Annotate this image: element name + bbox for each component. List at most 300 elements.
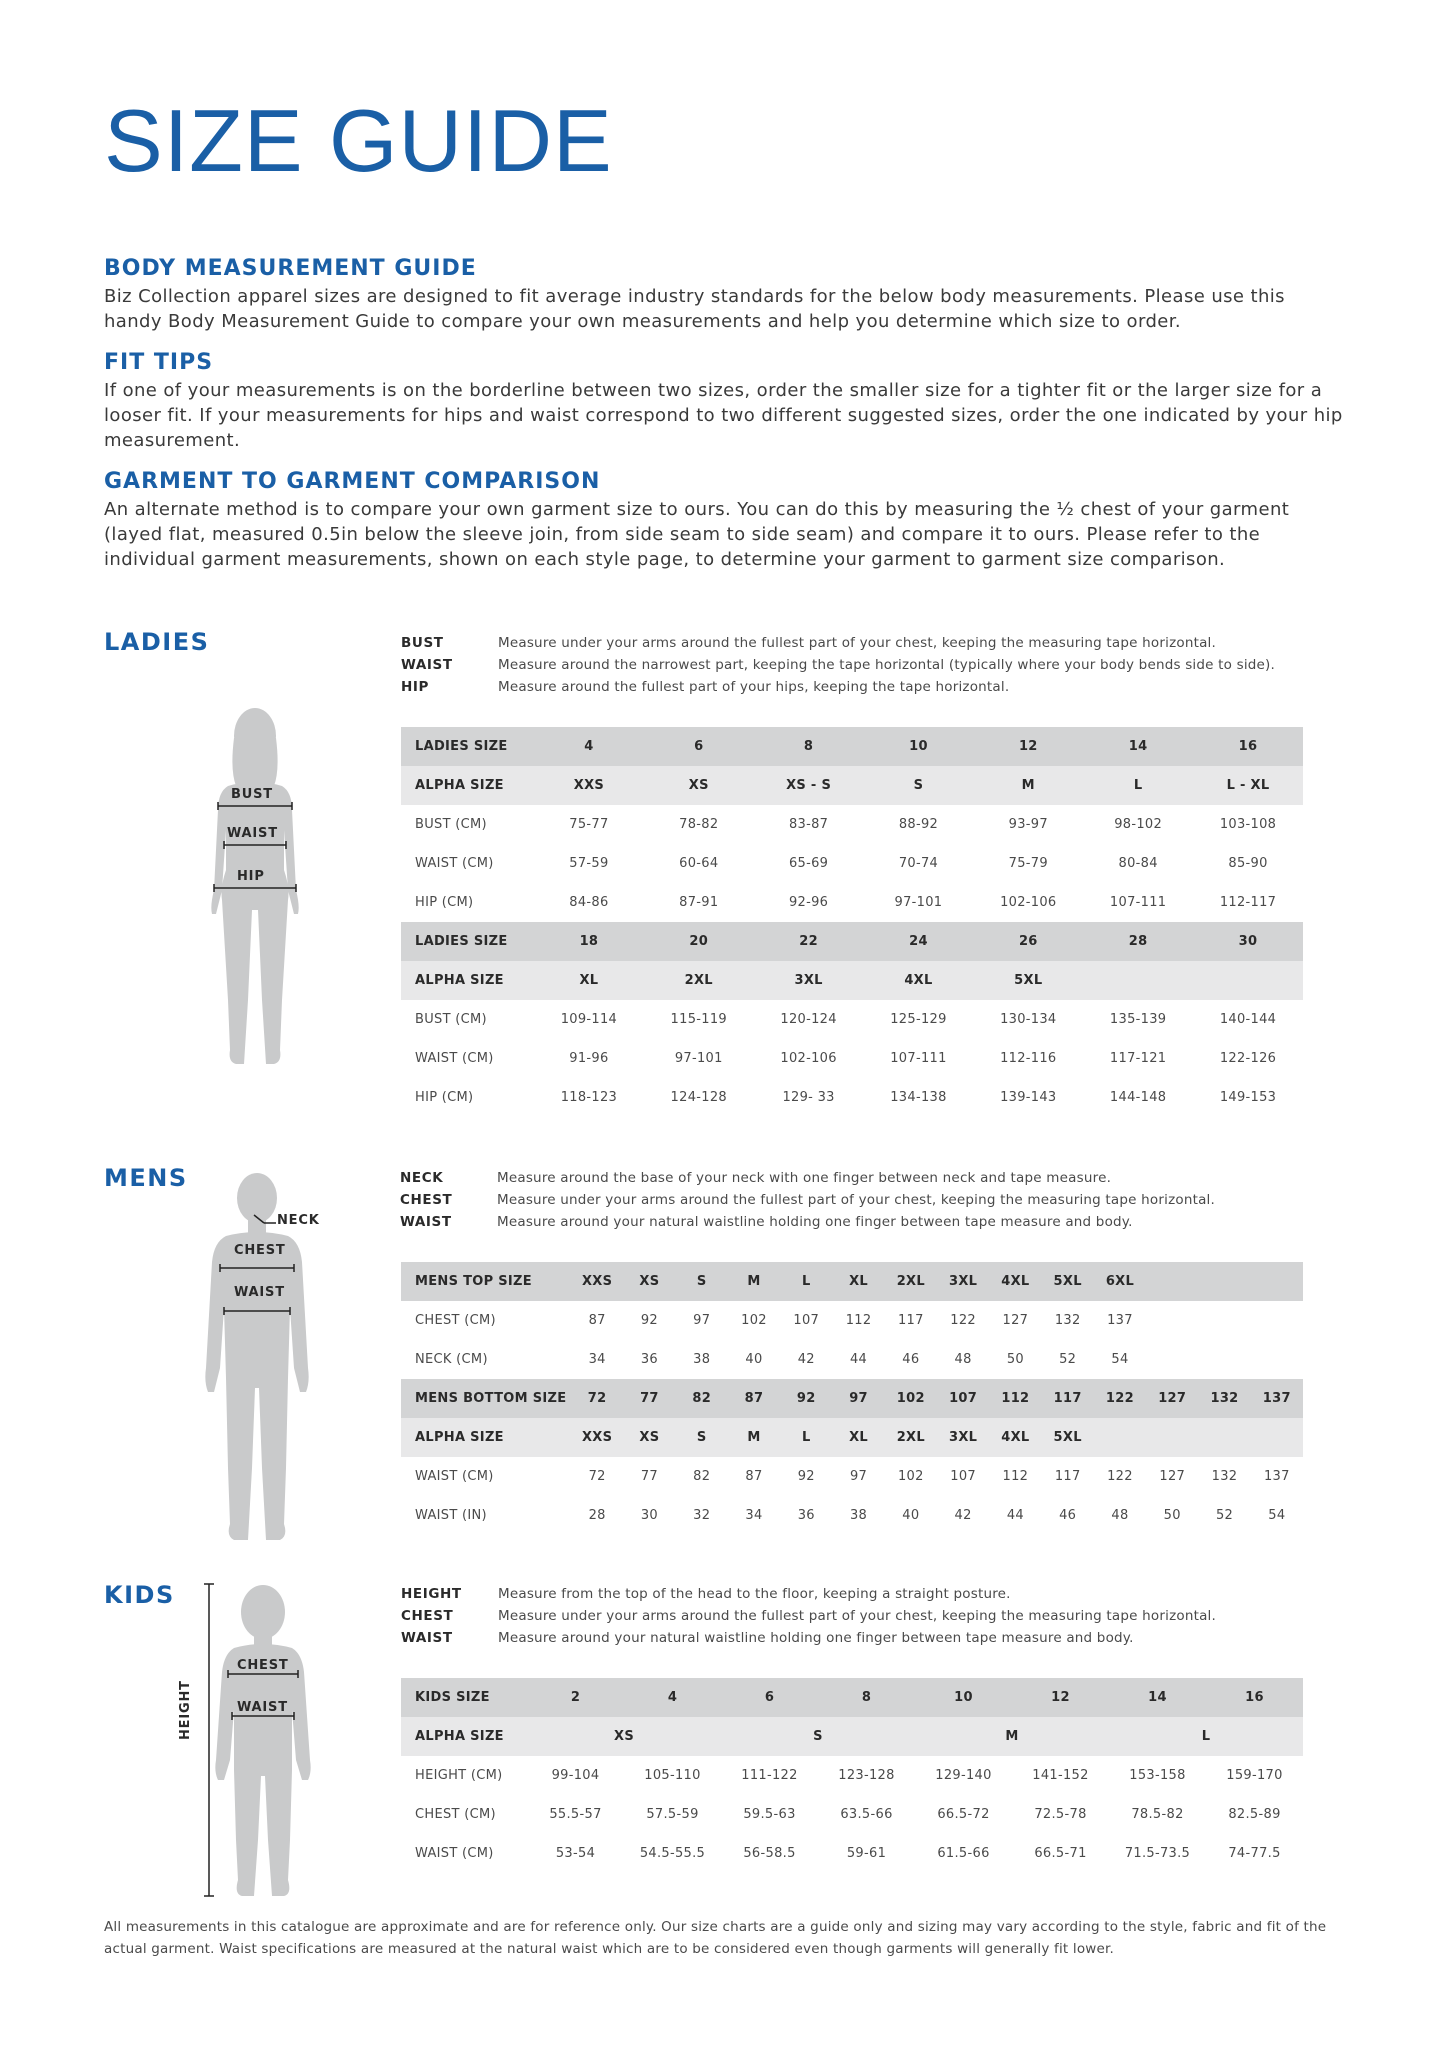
table-cell: 102-106 bbox=[973, 883, 1083, 922]
child-silhouette-icon bbox=[180, 1580, 320, 1900]
ladies-figure bbox=[200, 700, 310, 1068]
row-label: ALPHA SIZE bbox=[401, 1418, 571, 1457]
table-cell: 85-90 bbox=[1193, 844, 1303, 883]
row-label: ALPHA SIZE bbox=[401, 766, 534, 805]
table-cell: 78-82 bbox=[644, 805, 754, 844]
table-cell: 97-101 bbox=[644, 1039, 754, 1078]
definition-term: CHEST bbox=[401, 1608, 454, 1624]
table-cell: 16 bbox=[1193, 727, 1303, 766]
table-cell: 56-58.5 bbox=[721, 1834, 818, 1873]
table-cell bbox=[1251, 1340, 1303, 1379]
table-cell: XS bbox=[623, 1418, 675, 1457]
table-cell: 117 bbox=[1042, 1379, 1094, 1418]
table-cell: 24 bbox=[864, 922, 974, 961]
table-cell: 42 bbox=[937, 1496, 989, 1535]
table-cell: 52 bbox=[1042, 1340, 1094, 1379]
definition-term: NECK bbox=[400, 1170, 444, 1186]
table-cell: 46 bbox=[1042, 1496, 1094, 1535]
table-row bbox=[401, 1379, 1303, 1418]
table-cell: 55.5-57 bbox=[527, 1795, 624, 1834]
table-cell: 4XL bbox=[989, 1418, 1041, 1457]
table-cell: 122 bbox=[937, 1301, 989, 1340]
table-row bbox=[401, 1834, 1303, 1873]
table-row bbox=[401, 1000, 1303, 1039]
ladies-figure-label-waist: WAIST bbox=[227, 826, 278, 841]
table-cell: 109-114 bbox=[534, 1000, 644, 1039]
table-cell: 107 bbox=[937, 1457, 989, 1496]
table-cell bbox=[1094, 1418, 1146, 1457]
table-cell: 44 bbox=[989, 1496, 1041, 1535]
definition-row bbox=[401, 654, 1275, 676]
definition-desc: Measure under your arms around the fullest part of your chest, keeping the measuring tape horizontal. bbox=[497, 1192, 1215, 1208]
table-cell: 63.5-66 bbox=[818, 1795, 915, 1834]
table-row bbox=[401, 1717, 1303, 1756]
table-cell: 34 bbox=[571, 1340, 623, 1379]
table-cell: 112 bbox=[832, 1301, 884, 1340]
row-label: ALPHA SIZE bbox=[401, 961, 534, 1000]
table-cell: 124-128 bbox=[644, 1078, 754, 1117]
table-cell: 48 bbox=[1094, 1496, 1146, 1535]
table-cell: 5XL bbox=[973, 961, 1083, 1000]
table-cell: 137 bbox=[1251, 1457, 1303, 1496]
table-cell: 92-96 bbox=[754, 883, 864, 922]
definition-term: WAIST bbox=[401, 1630, 453, 1646]
table-cell: 118-123 bbox=[534, 1078, 644, 1117]
table-cell: 103-108 bbox=[1193, 805, 1303, 844]
table-cell: 129-140 bbox=[915, 1756, 1012, 1795]
table-cell: 2XL bbox=[644, 961, 754, 1000]
table-cell: 117-121 bbox=[1083, 1039, 1193, 1078]
table-row bbox=[401, 1340, 1303, 1379]
definition-term: WAIST bbox=[400, 1214, 452, 1230]
table-cell: 65-69 bbox=[754, 844, 864, 883]
table-cell: 87 bbox=[728, 1457, 780, 1496]
table-cell: M bbox=[728, 1418, 780, 1457]
row-label: LADIES SIZE bbox=[401, 922, 534, 961]
table-cell: 2XL bbox=[885, 1418, 937, 1457]
page-title: SIZE GUIDE bbox=[104, 91, 613, 190]
table-cell: 78.5-82 bbox=[1109, 1795, 1206, 1834]
table-cell: 159-170 bbox=[1206, 1756, 1303, 1795]
footnote: All measurements in this catalogue are approximate and are for reference only. Our size charts are a guide only and sizing may vary according to the style, fabric and fit of the actual garment. Waist specifications are measured at the natural waist which are to be considered even though garments will generally fit lower. bbox=[104, 1919, 1327, 1957]
table-cell: 93-97 bbox=[973, 805, 1083, 844]
table-cell: 77 bbox=[623, 1379, 675, 1418]
table-cell: 10 bbox=[915, 1678, 1012, 1717]
table-cell: 28 bbox=[1083, 922, 1193, 961]
table-cell: 6 bbox=[721, 1678, 818, 1717]
table-row bbox=[401, 1496, 1303, 1535]
table-cell: 59-61 bbox=[818, 1834, 915, 1873]
intro-heading-garment-comparison: GARMENT TO GARMENT COMPARISON bbox=[104, 469, 601, 494]
table-cell: 144-148 bbox=[1083, 1078, 1193, 1117]
table-row bbox=[401, 922, 1303, 961]
kids-figure-label-height: HEIGHT bbox=[178, 1680, 193, 1740]
table-cell bbox=[1198, 1418, 1250, 1457]
table-cell: 112-116 bbox=[973, 1039, 1083, 1078]
definition-row bbox=[401, 1627, 1216, 1649]
table-cell: XS - S bbox=[754, 766, 864, 805]
table-cell: 54.5-55.5 bbox=[624, 1834, 721, 1873]
table-cell: 4 bbox=[534, 727, 644, 766]
definition-desc: Measure around your natural waistline holding one finger between tape measure and body. bbox=[497, 1214, 1133, 1230]
table-cell: 77 bbox=[623, 1457, 675, 1496]
table-cell: 140-144 bbox=[1193, 1000, 1303, 1039]
table-cell: 88-92 bbox=[864, 805, 974, 844]
table-cell: M bbox=[973, 766, 1083, 805]
definition-desc: Measure under your arms around the fullest part of your chest, keeping the measuring tape horizontal. bbox=[498, 635, 1216, 651]
table-row bbox=[401, 1418, 1303, 1457]
table-cell: 72.5-78 bbox=[1012, 1795, 1109, 1834]
table-cell: 97 bbox=[832, 1457, 884, 1496]
table-cell: 107-111 bbox=[1083, 883, 1193, 922]
table-cell: 71.5-73.5 bbox=[1109, 1834, 1206, 1873]
table-cell: 66.5-72 bbox=[915, 1795, 1012, 1834]
table-cell: 87-91 bbox=[644, 883, 754, 922]
table-cell: 107-111 bbox=[864, 1039, 974, 1078]
table-cell: 97 bbox=[676, 1301, 728, 1340]
row-label: WAIST (CM) bbox=[401, 1457, 571, 1496]
table-cell bbox=[1198, 1301, 1250, 1340]
table-cell: XL bbox=[534, 961, 644, 1000]
table-cell: 112 bbox=[989, 1457, 1041, 1496]
table-cell: 149-153 bbox=[1193, 1078, 1303, 1117]
table-cell: 40 bbox=[728, 1340, 780, 1379]
table-cell: 127 bbox=[1146, 1457, 1198, 1496]
table-cell: 123-128 bbox=[818, 1756, 915, 1795]
table-cell: 10 bbox=[864, 727, 974, 766]
table-cell: 112-117 bbox=[1193, 883, 1303, 922]
table-cell bbox=[1251, 1301, 1303, 1340]
table-cell: XXS bbox=[571, 1262, 623, 1301]
table-cell: 129- 33 bbox=[754, 1078, 864, 1117]
table-cell: 8 bbox=[754, 727, 864, 766]
table-cell: L bbox=[780, 1418, 832, 1457]
kids-figure bbox=[180, 1580, 320, 1900]
table-row bbox=[401, 1301, 1303, 1340]
definition-row bbox=[401, 1583, 1216, 1605]
table-cell: 38 bbox=[676, 1340, 728, 1379]
table-cell: 57.5-59 bbox=[624, 1795, 721, 1834]
table-row bbox=[401, 1039, 1303, 1078]
table-cell bbox=[1198, 1262, 1250, 1301]
table-cell: 5XL bbox=[1042, 1418, 1094, 1457]
table-cell: 122 bbox=[1094, 1457, 1146, 1496]
table-cell bbox=[1251, 1262, 1303, 1301]
row-label: HIP (CM) bbox=[401, 883, 534, 922]
table-cell: 30 bbox=[1193, 922, 1303, 961]
definition-row bbox=[400, 1189, 1215, 1211]
table-cell: 6XL bbox=[1094, 1262, 1146, 1301]
definition-row bbox=[401, 1605, 1216, 1627]
table-cell: 132 bbox=[1198, 1379, 1250, 1418]
table-cell: 107 bbox=[780, 1301, 832, 1340]
definition-row bbox=[400, 1211, 1215, 1233]
table-cell: 46 bbox=[885, 1340, 937, 1379]
table-cell: 87 bbox=[571, 1301, 623, 1340]
table-cell: 3XL bbox=[937, 1418, 989, 1457]
table-cell: 72 bbox=[571, 1457, 623, 1496]
table-cell: 52 bbox=[1198, 1496, 1250, 1535]
ladies-figure-label-hip: HIP bbox=[237, 869, 265, 884]
table-cell: 102 bbox=[728, 1301, 780, 1340]
kids-heading: KIDS bbox=[104, 1581, 175, 1609]
table-cell: 112 bbox=[989, 1379, 1041, 1418]
definition-row bbox=[401, 676, 1275, 698]
row-label: MENS TOP SIZE bbox=[401, 1262, 571, 1301]
row-label: BUST (CM) bbox=[401, 1000, 534, 1039]
table-cell: 102 bbox=[885, 1379, 937, 1418]
definition-row bbox=[401, 632, 1275, 654]
table-cell: 12 bbox=[973, 727, 1083, 766]
mens-size-table-body bbox=[401, 1262, 1303, 1535]
table-cell: 82.5-89 bbox=[1206, 1795, 1303, 1834]
table-cell bbox=[1146, 1340, 1198, 1379]
table-cell: 2XL bbox=[885, 1262, 937, 1301]
table-cell: 141-152 bbox=[1012, 1756, 1109, 1795]
table-cell: 38 bbox=[832, 1496, 884, 1535]
table-cell: 30 bbox=[623, 1496, 675, 1535]
table-cell: 120-124 bbox=[754, 1000, 864, 1039]
definition-term: BUST bbox=[401, 635, 444, 651]
table-cell: 92 bbox=[780, 1379, 832, 1418]
row-label: WAIST (CM) bbox=[401, 1834, 527, 1873]
table-cell: 134-138 bbox=[864, 1078, 974, 1117]
table-cell: 26 bbox=[973, 922, 1083, 961]
definition-desc: Measure around the narrowest part, keeping the tape horizontal (typically where your body bends side to side). bbox=[498, 657, 1276, 673]
table-cell: 82 bbox=[676, 1379, 728, 1418]
table-cell: 59.5-63 bbox=[721, 1795, 818, 1834]
table-cell: 50 bbox=[989, 1340, 1041, 1379]
table-cell: L bbox=[1109, 1717, 1303, 1756]
definition-desc: Measure from the top of the head to the floor, keeping a straight posture. bbox=[498, 1586, 1011, 1602]
mens-figure-label-waist: WAIST bbox=[234, 1285, 285, 1300]
table-cell: 125-129 bbox=[864, 1000, 974, 1039]
table-cell: 107 bbox=[937, 1379, 989, 1418]
mens-definitions bbox=[400, 1167, 1215, 1233]
row-label: WAIST (CM) bbox=[401, 844, 534, 883]
table-row bbox=[401, 844, 1303, 883]
table-cell bbox=[1146, 1262, 1198, 1301]
table-cell: 117 bbox=[885, 1301, 937, 1340]
table-cell bbox=[1146, 1418, 1198, 1457]
table-cell: 137 bbox=[1094, 1301, 1146, 1340]
table-cell: 54 bbox=[1251, 1496, 1303, 1535]
kids-figure-label-chest: CHEST bbox=[237, 1658, 289, 1673]
table-cell: 82 bbox=[676, 1457, 728, 1496]
table-cell bbox=[1198, 1340, 1250, 1379]
table-cell: 98-102 bbox=[1083, 805, 1193, 844]
table-cell: 111-122 bbox=[721, 1756, 818, 1795]
intro-heading-body-measurement: BODY MEASUREMENT GUIDE bbox=[104, 256, 477, 281]
table-cell: L bbox=[780, 1262, 832, 1301]
kids-definitions bbox=[401, 1583, 1216, 1649]
table-cell: 92 bbox=[780, 1457, 832, 1496]
table-row bbox=[401, 805, 1303, 844]
table-cell: XS bbox=[644, 766, 754, 805]
table-row bbox=[401, 1457, 1303, 1496]
definition-desc: Measure under your arms around the fullest part of your chest, keeping the measuring tape horizontal. bbox=[498, 1608, 1216, 1624]
table-cell: 2 bbox=[527, 1678, 624, 1717]
table-cell: 66.5-71 bbox=[1012, 1834, 1109, 1873]
table-cell: 44 bbox=[832, 1340, 884, 1379]
table-cell bbox=[1193, 961, 1303, 1000]
table-cell: 132 bbox=[1198, 1457, 1250, 1496]
definition-desc: Measure around your natural waistline holding one finger between tape measure and body. bbox=[498, 1630, 1134, 1646]
table-cell: 50 bbox=[1146, 1496, 1198, 1535]
definition-term: HEIGHT bbox=[401, 1586, 462, 1602]
table-cell: 72 bbox=[571, 1379, 623, 1418]
table-cell: 4XL bbox=[989, 1262, 1041, 1301]
table-row bbox=[401, 727, 1303, 766]
kids-size-table-body bbox=[401, 1678, 1303, 1873]
table-cell: XS bbox=[527, 1717, 721, 1756]
table-cell: 3XL bbox=[937, 1262, 989, 1301]
intro-heading-fit-tips: FIT TIPS bbox=[104, 350, 214, 375]
definition-term: WAIST bbox=[401, 657, 453, 673]
mens-size-table bbox=[401, 1262, 1303, 1535]
table-cell: S bbox=[721, 1717, 915, 1756]
table-cell: 122-126 bbox=[1193, 1039, 1303, 1078]
table-cell: L - XL bbox=[1193, 766, 1303, 805]
intro-text-fit-tips: If one of your measurements is on the borderline between two sizes, order the smaller size for a tighter fit or the larger size for a looser fit. If your measurements for hips and waist correspond to two different suggested sizes, order the one indicated by your hip measurement. bbox=[104, 380, 1343, 451]
row-label: BUST (CM) bbox=[401, 805, 534, 844]
table-cell: 34 bbox=[728, 1496, 780, 1535]
table-cell: XXS bbox=[571, 1418, 623, 1457]
table-cell bbox=[1083, 961, 1193, 1000]
table-cell: L bbox=[1083, 766, 1193, 805]
table-cell: 32 bbox=[676, 1496, 728, 1535]
ladies-size-table bbox=[401, 727, 1303, 1117]
table-cell: 102-106 bbox=[754, 1039, 864, 1078]
intro-text-body-measurement: Biz Collection apparel sizes are designed to fit average industry standards for the below body measurements. Please use this handy Body Measurement Guide to compare your own measurements and help you determine which size to order. bbox=[104, 286, 1285, 332]
table-cell: 102 bbox=[885, 1457, 937, 1496]
female-silhouette-icon bbox=[200, 700, 310, 1068]
table-cell: XL bbox=[832, 1262, 884, 1301]
table-cell: 5XL bbox=[1042, 1262, 1094, 1301]
mens-figure-label-chest: CHEST bbox=[234, 1243, 286, 1258]
table-cell: 115-119 bbox=[644, 1000, 754, 1039]
table-cell: S bbox=[864, 766, 974, 805]
table-row bbox=[401, 766, 1303, 805]
table-cell: 137 bbox=[1251, 1379, 1303, 1418]
ladies-heading: LADIES bbox=[104, 628, 210, 656]
table-cell: 14 bbox=[1083, 727, 1193, 766]
table-cell: 127 bbox=[1146, 1379, 1198, 1418]
row-label: LADIES SIZE bbox=[401, 727, 534, 766]
table-cell: 97-101 bbox=[864, 883, 974, 922]
row-label: NECK (CM) bbox=[401, 1340, 571, 1379]
kids-size-table bbox=[401, 1678, 1303, 1873]
ladies-definitions bbox=[401, 632, 1275, 698]
table-cell: 40 bbox=[885, 1496, 937, 1535]
table-cell: 12 bbox=[1012, 1678, 1109, 1717]
table-cell: 139-143 bbox=[973, 1078, 1083, 1117]
table-row bbox=[401, 1262, 1303, 1301]
definition-term: HIP bbox=[401, 679, 430, 695]
table-cell bbox=[1251, 1418, 1303, 1457]
table-cell: XL bbox=[832, 1418, 884, 1457]
table-cell bbox=[1146, 1301, 1198, 1340]
table-cell: 60-64 bbox=[644, 844, 754, 883]
row-label: ALPHA SIZE bbox=[401, 1717, 527, 1756]
table-cell: 99-104 bbox=[527, 1756, 624, 1795]
table-cell: 36 bbox=[780, 1496, 832, 1535]
table-cell: 8 bbox=[818, 1678, 915, 1717]
intro-text-garment-comparison: An alternate method is to compare your own garment size to ours. You can do this by measuring the ½ chest of your garment (layed flat, measured 0.5in below the sleeve join, from side seam to side seam) and compare it to ours. Please refer to the individual garment measurements, shown on each style page, to determine your garment to garment size comparison. bbox=[104, 499, 1290, 570]
table-cell: 16 bbox=[1206, 1678, 1303, 1717]
table-cell: 91-96 bbox=[534, 1039, 644, 1078]
table-cell: 22 bbox=[754, 922, 864, 961]
row-label: HIP (CM) bbox=[401, 1078, 534, 1117]
table-cell: 28 bbox=[571, 1496, 623, 1535]
mens-figure-label-neck: NECK bbox=[277, 1213, 320, 1228]
table-cell: 84-86 bbox=[534, 883, 644, 922]
table-row bbox=[401, 1795, 1303, 1834]
table-cell: M bbox=[728, 1262, 780, 1301]
definition-term: CHEST bbox=[400, 1192, 453, 1208]
row-label: CHEST (CM) bbox=[401, 1301, 571, 1340]
row-label: WAIST (IN) bbox=[401, 1496, 571, 1535]
table-cell: M bbox=[915, 1717, 1109, 1756]
table-cell: 70-74 bbox=[864, 844, 974, 883]
table-cell: XXS bbox=[534, 766, 644, 805]
table-cell: 75-77 bbox=[534, 805, 644, 844]
table-cell: 42 bbox=[780, 1340, 832, 1379]
table-cell: S bbox=[676, 1418, 728, 1457]
table-cell: 54 bbox=[1094, 1340, 1146, 1379]
table-cell: S bbox=[676, 1262, 728, 1301]
table-row bbox=[401, 1678, 1303, 1717]
definition-desc: Measure around the base of your neck with one finger between neck and tape measure. bbox=[497, 1170, 1112, 1186]
table-cell: 4XL bbox=[864, 961, 974, 1000]
table-cell: 14 bbox=[1109, 1678, 1206, 1717]
table-cell: 18 bbox=[534, 922, 644, 961]
table-row bbox=[401, 883, 1303, 922]
table-cell: 135-139 bbox=[1083, 1000, 1193, 1039]
table-row bbox=[401, 1756, 1303, 1795]
ladies-size-table-body bbox=[401, 727, 1303, 1117]
table-cell: 122 bbox=[1094, 1379, 1146, 1418]
table-cell: 4 bbox=[624, 1678, 721, 1717]
table-cell: 105-110 bbox=[624, 1756, 721, 1795]
table-cell: 80-84 bbox=[1083, 844, 1193, 883]
table-cell: 57-59 bbox=[534, 844, 644, 883]
row-label: MENS BOTTOM SIZE bbox=[401, 1379, 571, 1418]
row-label: HEIGHT (CM) bbox=[401, 1756, 527, 1795]
table-row bbox=[401, 1078, 1303, 1117]
table-cell: 75-79 bbox=[973, 844, 1083, 883]
table-cell: 130-134 bbox=[973, 1000, 1083, 1039]
table-cell: 74-77.5 bbox=[1206, 1834, 1303, 1873]
table-cell: 36 bbox=[623, 1340, 675, 1379]
table-cell: 48 bbox=[937, 1340, 989, 1379]
table-cell: 61.5-66 bbox=[915, 1834, 1012, 1873]
table-cell: 153-158 bbox=[1109, 1756, 1206, 1795]
table-cell: 3XL bbox=[754, 961, 864, 1000]
table-cell: 127 bbox=[989, 1301, 1041, 1340]
table-cell: 20 bbox=[644, 922, 754, 961]
table-cell: 6 bbox=[644, 727, 754, 766]
row-label: CHEST (CM) bbox=[401, 1795, 527, 1834]
table-cell: 87 bbox=[728, 1379, 780, 1418]
mens-heading: MENS bbox=[104, 1164, 188, 1192]
table-cell: 117 bbox=[1042, 1457, 1094, 1496]
definition-row bbox=[400, 1167, 1215, 1189]
table-cell: 97 bbox=[832, 1379, 884, 1418]
row-label: KIDS SIZE bbox=[401, 1678, 527, 1717]
kids-figure-label-waist: WAIST bbox=[237, 1700, 288, 1715]
row-label: WAIST (CM) bbox=[401, 1039, 534, 1078]
